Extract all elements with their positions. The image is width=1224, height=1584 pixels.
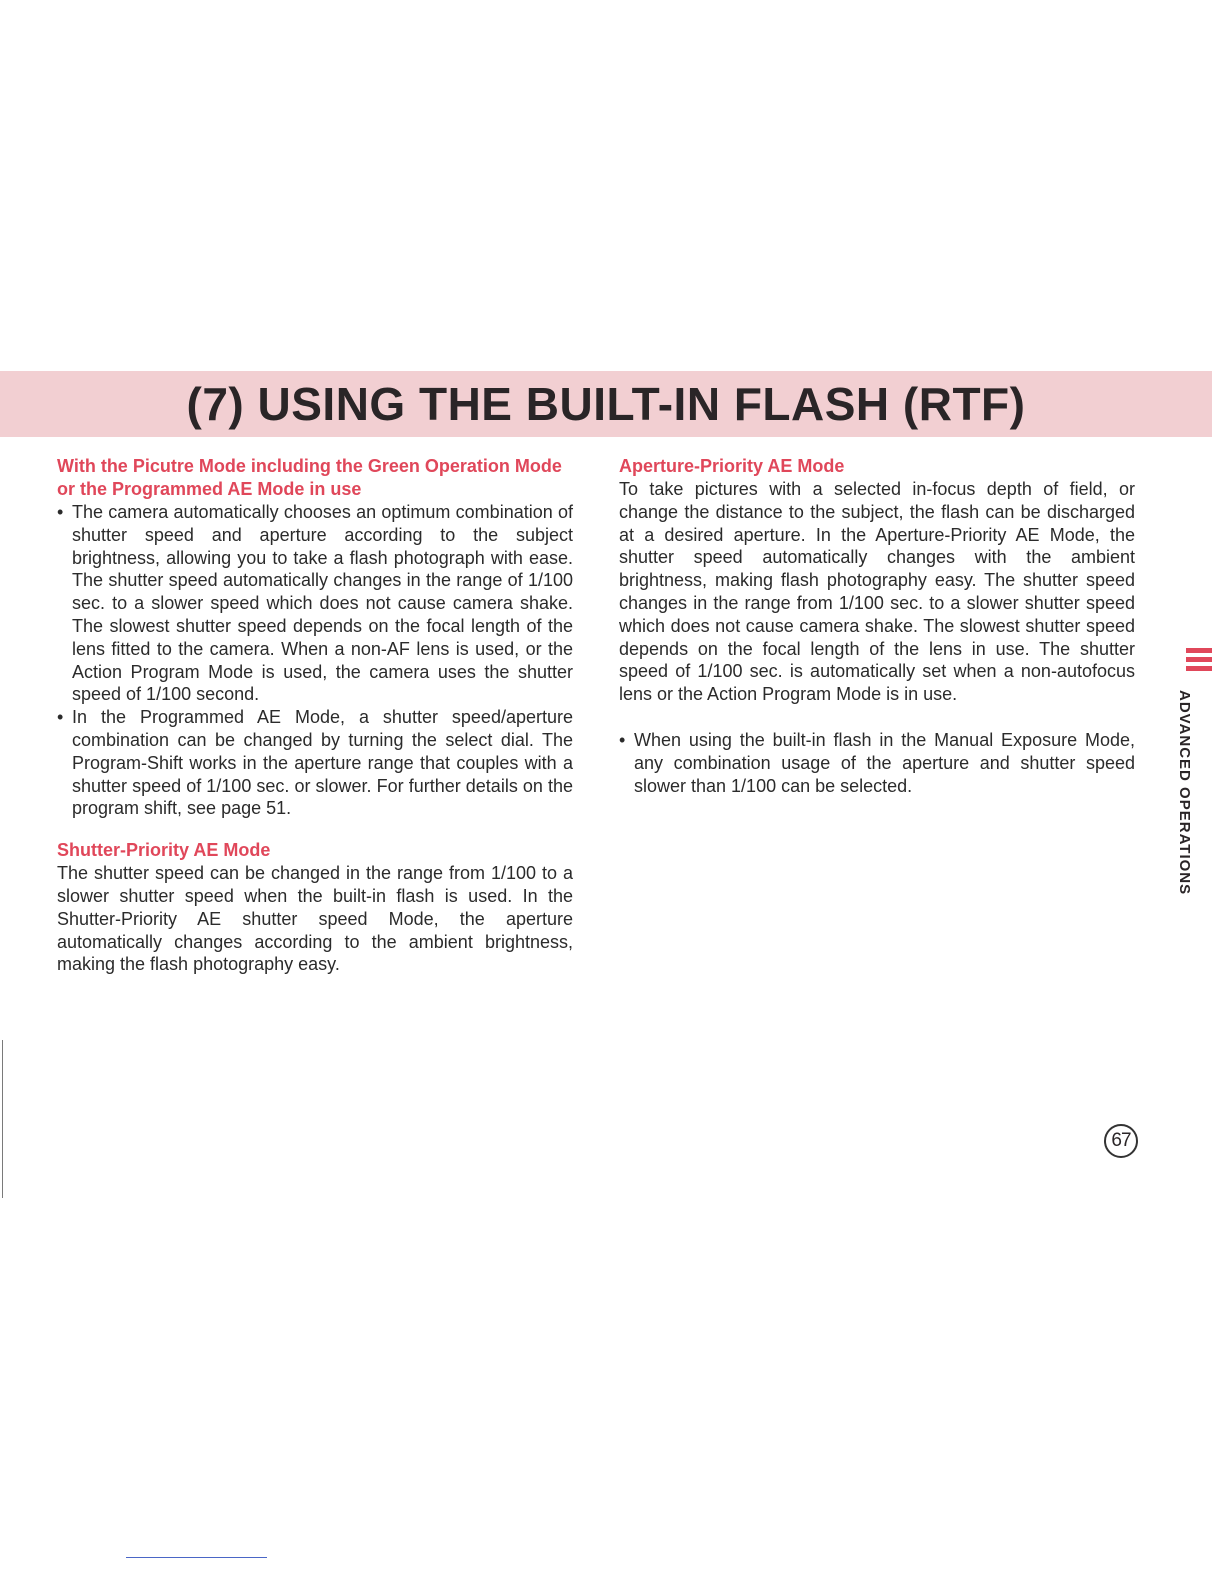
bullet-text: When using the built-in flash in the Manual Exposure Mode, any combination usage of the aperture and shutter speed slower than 1/100 can be selected. <box>634 729 1135 796</box>
section-heading-aperture-priority: Aperture-Priority AE Mode <box>619 456 845 476</box>
list-item <box>57 501 573 706</box>
left-column <box>57 455 573 976</box>
paragraph-shutter-priority: The shutter speed can be changed in the range from 1/100 to a slower shutter speed when the built-in flash is used. In the Shutter-Priority AE shutter speed Mode, the aperture automatically changes according to the ambient brightness, making the flash photography easy. <box>57 863 573 975</box>
list-item <box>619 729 1135 797</box>
page-number: 67 <box>1104 1124 1138 1158</box>
bullet-text: The camera automatically chooses an optimum combination of shutter speed and aperture according to the subject brightness, allowing you to take a flash photograph with ease. The shutter speed automatically changes in the range of 1/100 sec. to a slower speed which does not cause camera shake. The slowest shutter speed depends on the focal length of the lens fitted to the camera. When a non-AF lens is used, or the Action Program Mode is used, the camera uses the shutter speed of 1/100 second. <box>72 502 573 705</box>
bullet-text: In the Programmed AE Mode, a shutter speed/aperture combination can be changed by turning the select dial. The Program-Shift works in the aperture range that couples with a shutter speed of 1/100 sec. or slower. For further details on the program shift, see page 51. <box>72 707 573 819</box>
spacer <box>57 820 573 839</box>
bullet-list-picture-mode <box>57 501 573 820</box>
list-item <box>57 706 573 820</box>
paragraph-aperture-priority: To take pictures with a selected in-focus depth of field, or change the distance to the subject, the flash can be discharged at a desired aperture. In the Aperture-Priority AE Mode, the shutter speed automatically changes with the ambient brightness, making flash photography easy. The shutter speed changes in the range from 1/100 sec. to a slower shutter speed which does not cause camera shake. The slowest shutter speed depends on the focal length of the lens in use. The shutter speed of 1/100 sec. is automatically set when a non-autofocus lens or the Action Program Mode is in use. <box>619 479 1135 705</box>
spacer <box>619 706 1135 729</box>
section-heading-shutter-priority: Shutter-Priority AE Mode <box>57 840 271 861</box>
bullet-list-manual-exposure <box>619 729 1135 797</box>
footer-rule <box>126 1557 267 1558</box>
bullet-icon: • <box>57 502 64 522</box>
page-title: (7) USING THE BUILT-IN FLASH (RTF) <box>186 378 1026 430</box>
section-side-label: ADVANCED OPERATIONS <box>1176 690 1193 896</box>
section-heading-picture-mode: With the Picutre Mode including the Green Operation Mode or the Programmed AE Mode in use <box>57 456 562 499</box>
right-column <box>619 455 1135 797</box>
bullet-icon: • <box>57 707 64 728</box>
bullet-icon: • <box>619 729 626 750</box>
tab-bars-icon <box>1186 648 1212 672</box>
scan-edge-line <box>2 1040 3 1198</box>
